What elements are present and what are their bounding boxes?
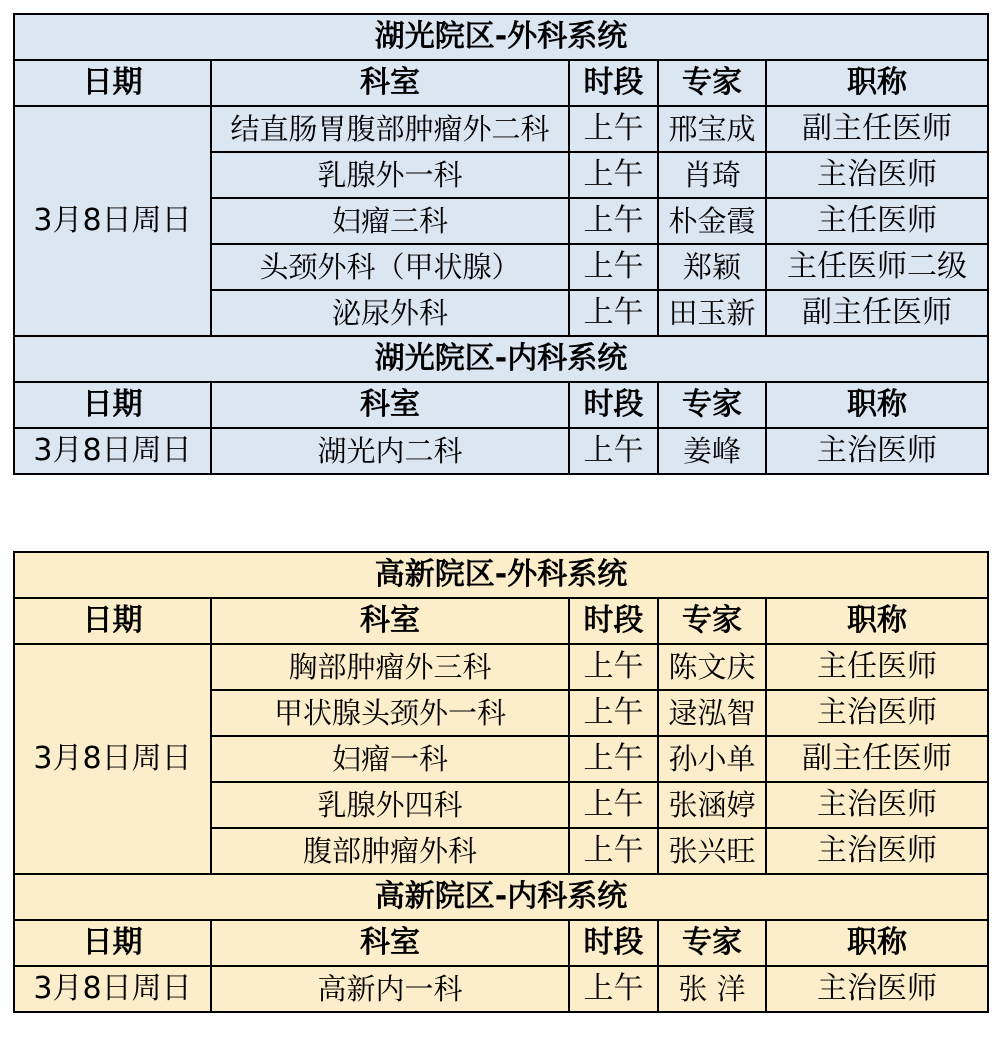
date-cell: 3月8日周日: [14, 106, 211, 336]
period-cell: 上午: [569, 644, 658, 690]
header-department: 科室: [211, 382, 569, 428]
expert-cell: 陈文庆: [658, 644, 766, 690]
department-cell: 妇瘤一科: [211, 736, 569, 782]
table-row: [14, 106, 988, 152]
huguang-schedule-table: [13, 13, 989, 475]
expert-cell: 孙小单: [658, 736, 766, 782]
period-cell: 上午: [569, 290, 658, 336]
period-cell: 上午: [569, 428, 658, 474]
department-cell: 高新内一科: [211, 966, 569, 1012]
table-row: [14, 428, 988, 474]
period-cell: 上午: [569, 198, 658, 244]
section-title-row: [14, 874, 988, 920]
department-cell: 乳腺外一科: [211, 152, 569, 198]
header-row: [14, 382, 988, 428]
title-cell: 副主任医师: [766, 290, 988, 336]
title-cell: 主治医师: [766, 428, 988, 474]
header-date: 日期: [14, 60, 211, 106]
period-cell: 上午: [569, 736, 658, 782]
header-expert: 专家: [658, 920, 766, 966]
expert-cell: 张涵婷: [658, 782, 766, 828]
title-cell: 主任医师: [766, 198, 988, 244]
title-cell: 副主任医师: [766, 106, 988, 152]
expert-cell: 逯泓智: [658, 690, 766, 736]
period-cell: 上午: [569, 106, 658, 152]
expert-cell: 邢宝成: [658, 106, 766, 152]
header-period: 时段: [569, 598, 658, 644]
department-cell: 胸部肿瘤外三科: [211, 644, 569, 690]
expert-cell: 肖琦: [658, 152, 766, 198]
table-row: [14, 644, 988, 690]
title-cell: 主治医师: [766, 782, 988, 828]
header-department: 科室: [211, 598, 569, 644]
header-period: 时段: [569, 920, 658, 966]
department-cell: 乳腺外四科: [211, 782, 569, 828]
header-row: [14, 920, 988, 966]
title-cell: 主任医师: [766, 644, 988, 690]
header-title: 职称: [766, 382, 988, 428]
header-title: 职称: [766, 920, 988, 966]
header-title: 职称: [766, 60, 988, 106]
section-title: 高新院区-外科系统: [14, 552, 988, 598]
period-cell: 上午: [569, 966, 658, 1012]
gaoxin-schedule-table: [13, 551, 989, 1013]
header-period: 时段: [569, 60, 658, 106]
header-expert: 专家: [658, 598, 766, 644]
section-title: 湖光院区-外科系统: [14, 14, 988, 60]
department-cell: 湖光内二科: [211, 428, 569, 474]
title-cell: 主治医师: [766, 690, 988, 736]
period-cell: 上午: [569, 782, 658, 828]
expert-cell: 姜峰: [658, 428, 766, 474]
section-title: 湖光院区-内科系统: [14, 336, 988, 382]
title-cell: 主治医师: [766, 828, 988, 874]
department-cell: 腹部肿瘤外科: [211, 828, 569, 874]
title-cell: 副主任医师: [766, 736, 988, 782]
table-row: [14, 966, 988, 1012]
header-row: [14, 60, 988, 106]
header-department: 科室: [211, 60, 569, 106]
date-cell: 3月8日周日: [14, 644, 211, 874]
title-cell: 主治医师: [766, 966, 988, 1012]
department-cell: 结直肠胃腹部肿瘤外二科: [211, 106, 569, 152]
header-department: 科室: [211, 920, 569, 966]
title-cell: 主治医师: [766, 152, 988, 198]
period-cell: 上午: [569, 244, 658, 290]
expert-cell: 田玉新: [658, 290, 766, 336]
header-date: 日期: [14, 920, 211, 966]
period-cell: 上午: [569, 152, 658, 198]
department-cell: 妇瘤三科: [211, 198, 569, 244]
department-cell: 头颈外科（甲状腺）: [211, 244, 569, 290]
department-cell: 泌尿外科: [211, 290, 569, 336]
header-expert: 专家: [658, 382, 766, 428]
date-cell: 3月8日周日: [14, 428, 211, 474]
title-cell: 主任医师二级: [766, 244, 988, 290]
header-period: 时段: [569, 382, 658, 428]
section-title: 高新院区-内科系统: [14, 874, 988, 920]
header-date: 日期: [14, 598, 211, 644]
date-cell: 3月8日周日: [14, 966, 211, 1012]
section-title-row: [14, 552, 988, 598]
period-cell: 上午: [569, 828, 658, 874]
expert-cell: 张兴旺: [658, 828, 766, 874]
header-title: 职称: [766, 598, 988, 644]
section-title-row: [14, 336, 988, 382]
expert-cell: 张 洋: [658, 966, 766, 1012]
section-title-row: [14, 14, 988, 60]
period-cell: 上午: [569, 690, 658, 736]
expert-cell: 朴金霞: [658, 198, 766, 244]
department-cell: 甲状腺头颈外一科: [211, 690, 569, 736]
header-expert: 专家: [658, 60, 766, 106]
header-date: 日期: [14, 382, 211, 428]
expert-cell: 郑颖: [658, 244, 766, 290]
header-row: [14, 598, 988, 644]
